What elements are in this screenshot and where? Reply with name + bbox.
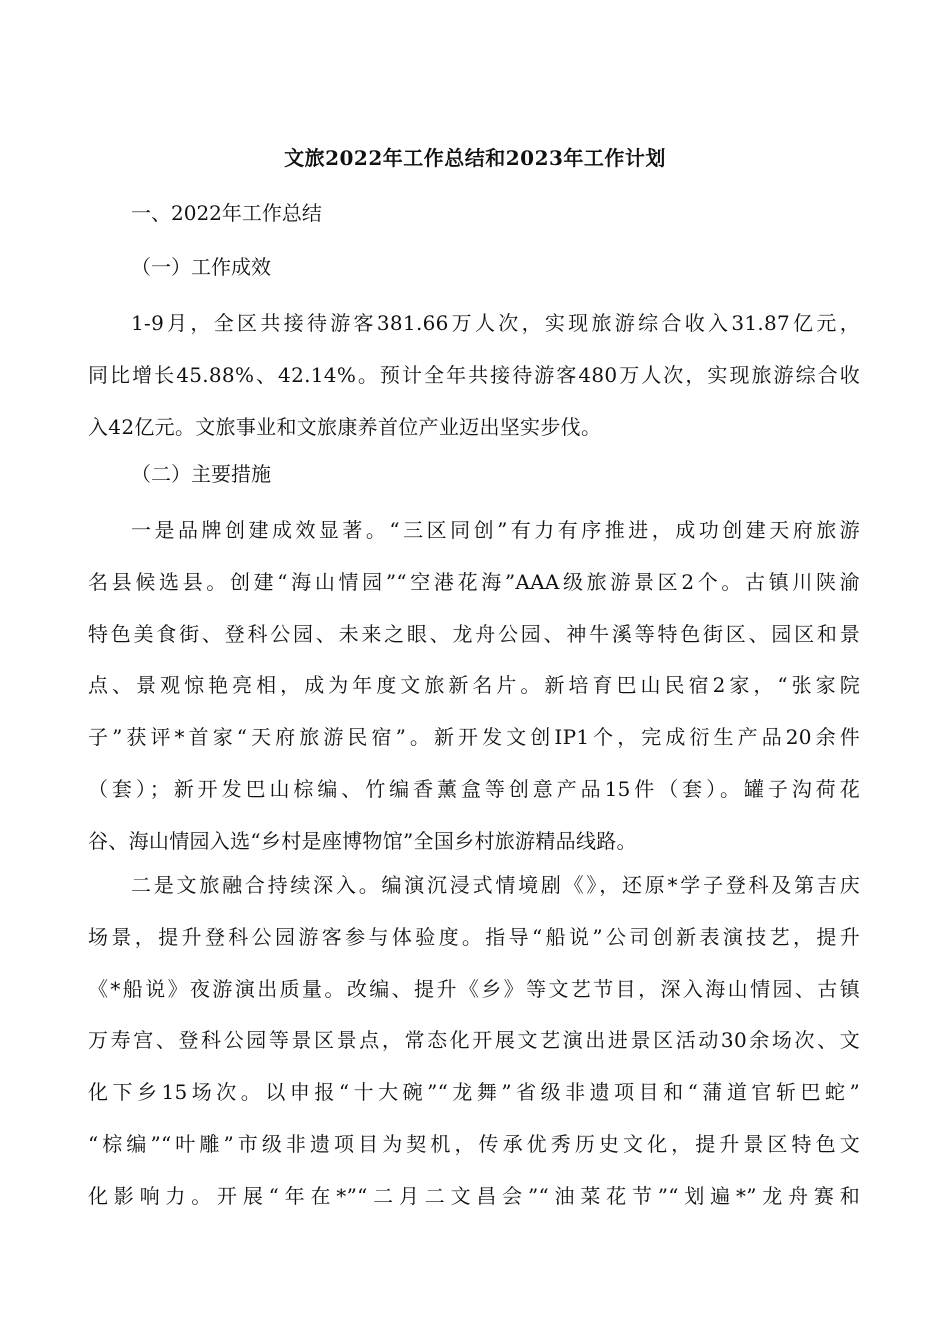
document-title: 文旅2022年工作总结和2023年工作计划 [284,146,666,170]
paragraph-brand-building [88,505,860,868]
paragraph-line: （套）；新开发巴山棕编、竹编香薰盒等创意产品15件（套）。罐子沟荷花 [88,776,860,801]
paragraph-line: 化影响力。开展“年在*”“二月二文昌会”“油菜花节”“划遍*”龙舟赛和 [88,1183,860,1208]
paragraph-line: “棕编”“叶雕”市级非遗项目为契机，传承优秀历史文化，提升景区特色文 [88,1131,860,1156]
paragraph-line: 谷、海山情园入选“乡村是座博物馆”全国乡村旅游精品线路。 [88,828,637,853]
paragraph-work-results [88,298,860,453]
paragraph-line: 入42亿元。文旅事业和文旅康养首位产业迈出坚实步伐。 [88,414,602,439]
section-heading-2022-summary: 一、2022年工作总结 [131,201,322,225]
paragraph-line: 特色美食街、登科公园、未来之眼、龙舟公园、神牛溪等特色街区、园区和景 [88,621,860,646]
paragraph-line: 一是品牌创建成效显著。“三区同创”有力有序推进，成功创建天府旅游 [131,518,860,542]
paragraph-line: 化下乡15场次。以申报“十大碗”“龙舞”省级非遗项目和“蒲道官斩巴蛇” [88,1080,860,1105]
paragraph-culture-tourism-integration [88,860,860,1223]
paragraph-line: 点、景观惊艳亮相，成为年度文旅新名片。新培育巴山民宿2家，“张家院 [88,673,860,698]
paragraph-line: 《*船说》夜游演出质量。改编、提升《乡》等文艺节目，深入海山情园、古镇 [88,976,860,1001]
paragraph-line: 场景，提升登科公园游客参与体验度。指导“船说”公司创新表演技艺，提升 [88,924,860,949]
paragraph-line: 万寿宫、登科公园等景区景点，常态化开展文艺演出进景区活动30余场次、文 [88,1028,860,1053]
subheading-work-results: （一）工作成效 [131,255,271,279]
paragraph-line: 二是文旅融合持续深入。编演沉浸式情境剧《》，还原*学子登科及第吉庆 [131,873,860,897]
paragraph-line: 1-9月，全区共接待游客381.66万人次，实现旅游综合收入31.87亿元， [131,311,860,335]
paragraph-line: 名县候选县。创建“海山情园”“空港花海”AAA级旅游景区2个。古镇川陕渝 [88,569,860,594]
paragraph-line: 同比增长45.88%、42.14%。预计全年共接待游客480万人次，实现旅游综合收 [88,362,860,387]
subheading-main-measures: （二）主要措施 [131,462,271,486]
paragraph-line: 子”获评*首家“天府旅游民宿”。新开发文创IP1个，完成衍生产品20余件 [88,725,860,750]
